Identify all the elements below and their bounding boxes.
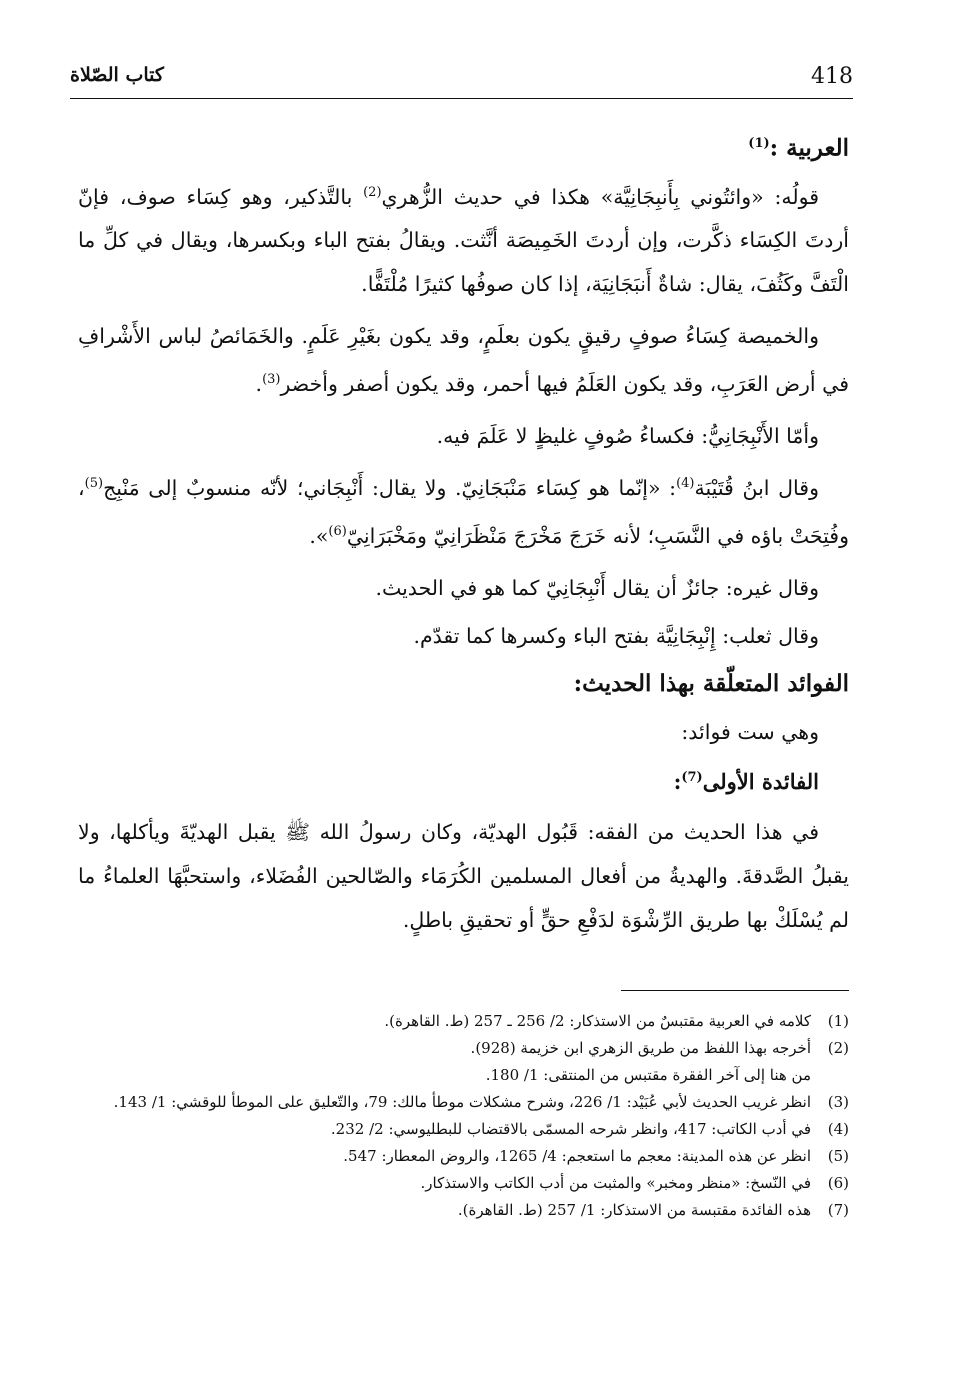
text: الفائدة الأولى <box>702 768 819 794</box>
footnote-number: (6) <box>827 1174 849 1192</box>
paragraph-ghayruhu: وقال غيره: جائزٌ أن يقال أَنْبِجَانِيّ كما هو في الحديث. <box>375 575 819 600</box>
footnote-text: في أدب الكاتب: 417، وانظر شرحه المسمّى بالاقتضاب للبطليوسي: 2/ 232. <box>330 1120 811 1138</box>
footnote-ref: (6) <box>328 524 347 540</box>
footnote-ref: (3) <box>262 372 281 388</box>
section-heading-fawaid: الفوائد المتعلّقة بهذا الحديث: <box>573 669 849 697</box>
footnote-ref: (2) <box>363 184 382 200</box>
footnote-5 <box>78 1143 849 1170</box>
footnote-text: في النّسخ: «منظر ومخبر» والمثبت من أدب الكاتب والاستذكار. <box>420 1174 811 1192</box>
paragraph-ibn-qutayba <box>78 462 849 558</box>
footnote-2 <box>78 1035 849 1062</box>
footnote-text: انظر عن هذه المدينة: معجم ما استعجم: 4/ 1265، والروض المعطار: 547. <box>343 1147 811 1165</box>
footnote-number: (4) <box>827 1120 849 1138</box>
footnote-text: انظر غريب الحديث لأبي عُبَيْد: 1/ 226، وشرح مشكلات موطأ مالك: 79، والتّعليق على الموطأ للوقشي: 1/ 143. <box>113 1093 811 1111</box>
text: ، وفُتِحَتْ باؤه في النَّسَبِ؛ لأنه خَرَجَ مَخْرَجَ مَنْظَرَانِيّ ومَخْبَرَانِيّ <box>78 476 849 548</box>
footnote-text: أخرجه بهذا اللفظ من طريق الزهري ابن خزيمة (928). <box>470 1039 811 1057</box>
main-text <box>78 122 849 950</box>
footnote-ref: (1) <box>748 136 770 151</box>
text: قولُه: «وائتُوني بِأَنبِجَانِيَّة» هكذا في حديث الزُّهري <box>381 184 819 209</box>
footnote-ref: (5) <box>84 476 104 492</box>
footnote-7 <box>78 1197 849 1224</box>
paragraph-anbijani: وأمّا الأَنْبِجَانِيُّ: فكساءُ صُوفٍ غليظٍ لا عَلَمَ فيه. <box>436 424 819 449</box>
footnote-6 <box>78 1170 849 1197</box>
paragraph-anbijaniyya <box>78 171 849 307</box>
footnote-number: (5) <box>827 1147 849 1165</box>
paragraph-hadiyya: في هذا الحديث من الفقه: قَبُول الهديّة، وكان رسولُ الله ﷺ يقبل الهديّةَ ويأكلها، ولا يقبلُ الصَّدقةَ. والهديةُ من أفعال المسلمين الكُرَمَاء والصّالحين الفُضَلاء، واستحبَّهَا العلماءُ ما لم يُسْلَكْ بها طريق الرِّشْوَة لدَفْعِ حقٍّ أو تحقيقِ باطلٍ. <box>78 819 849 932</box>
footnote-4 <box>78 1116 849 1143</box>
footnote-3 <box>78 1089 849 1116</box>
footnote-ref: (4) <box>676 476 695 492</box>
footnote-divider <box>621 990 849 991</box>
text: ». <box>309 523 329 548</box>
heading-text: العربية : <box>769 134 849 162</box>
footnote-number: (3) <box>827 1093 849 1111</box>
paragraph-thalab: وقال ثعلب: إِنْبِجَانِيَّة بفتح الباء وكسرها كما تقدّم. <box>413 623 819 648</box>
footnote-number: (2) <box>827 1039 849 1057</box>
footnote-1 <box>78 1008 849 1035</box>
footnote-number: (1) <box>827 1012 849 1030</box>
text: : <box>673 768 682 794</box>
footnotes <box>78 1008 849 1224</box>
page-number: 418 <box>811 64 853 89</box>
page-header <box>70 58 853 99</box>
footnote-2-continuation: من هنا إلى آخر الفقرة مقتبس من المنتقى: 1/ 180. <box>485 1066 811 1084</box>
footnote-number: (7) <box>827 1201 849 1219</box>
footnote-text: هذه الفائدة مقتبسة من الاستذكار: 1/ 257 (ط. القاهرة). <box>457 1201 811 1219</box>
text: والخميصة كِسَاءُ صوفٍ رقيقٍ يكون بعلَمٍ، وقد يكون بغَيْرِ عَلَمٍ. والخَمَائصُ لباس الأَشْرافِ في أرض العَرَبِ، وقد يكون العَلَمُ فيها أحمر، وقد يكون أصفر وأخضر <box>78 324 849 397</box>
first-faida-heading <box>78 756 849 804</box>
running-title: كتاب الصّلاة <box>70 64 164 86</box>
text: وقال ابنُ قُتَيْبَة <box>694 476 819 501</box>
six-fawaid-line: وهي ست فوائد: <box>681 719 819 744</box>
text: . <box>255 372 263 397</box>
section-heading-arabiyya <box>78 122 849 171</box>
text: بالتَّذكير، وهو كِسَاء صوف، فإنّ أردتَ الكِسَاء ذكَّرت، وإن أردتَ الخَمِيصَة أنَّثت. ويقالُ بفتح الباء وبكسرها، ويقال في كلِّ ما الْتَفَّ وكَثُفَ، يقال: شاةٌ أَنبَجَانِيَة، إذا كان صوفُها كثيرًا مُلْتَفًّا. <box>78 184 849 297</box>
paragraph-khamisa <box>78 314 849 406</box>
footnote-ref: (7) <box>681 769 703 785</box>
text: : «إنّما هو كِسَاء مَنْبَجَانِيّ. ولا يقال: أَنْبِجَاني؛ لأنّه منسوبٌ إلى مَنْبِج <box>103 476 677 501</box>
footnote-text: كلامه في العربية مقتبسٌ من الاستذكار: 2/ 256 ـ 257 (ط. القاهرة). <box>384 1012 811 1030</box>
